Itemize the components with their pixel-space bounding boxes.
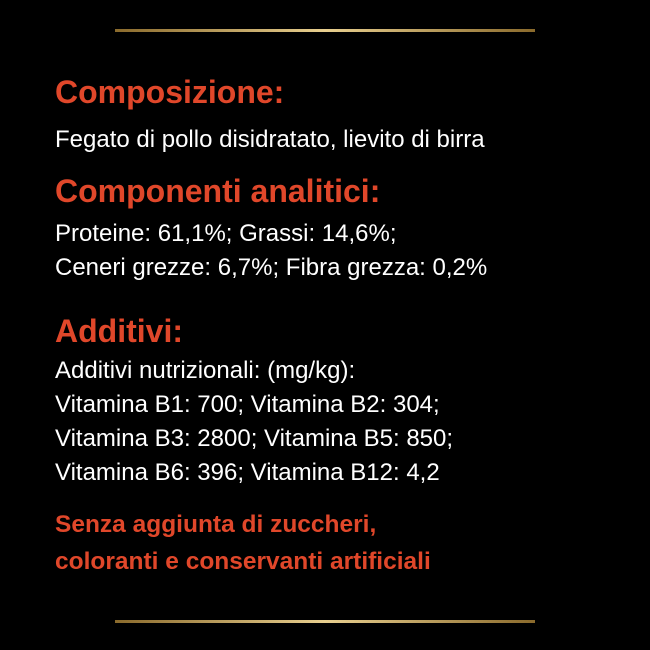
no-additives-note: Senza aggiunta di zuccheri,: [55, 511, 377, 538]
bottom-gold-divider: [115, 620, 535, 623]
additives-line: Additivi nutrizionali: (mg/kg):: [55, 357, 356, 384]
additives-line: Vitamina B3: 2800; Vitamina B5: 850;: [55, 425, 454, 452]
composition-heading: Composizione:: [55, 74, 285, 110]
composition-text: Fegato di pollo disidratato, lievito di birra: [55, 126, 485, 153]
additives-line: Vitamina B1: 700; Vitamina B2: 304;: [55, 391, 440, 418]
top-gold-divider: [115, 29, 535, 32]
analytical-line: Proteine: 61,1%; Grassi: 14,6%;: [55, 220, 397, 247]
additives-heading: Additivi:: [55, 313, 183, 349]
analytical-line: Ceneri grezze: 6,7%; Fibra grezza: 0,2%: [55, 254, 488, 281]
no-additives-note: coloranti e conservanti artificiali: [55, 548, 431, 575]
analytical-heading: Componenti analitici:: [55, 173, 381, 209]
additives-line: Vitamina B6: 396; Vitamina B12: 4,2: [55, 459, 440, 486]
